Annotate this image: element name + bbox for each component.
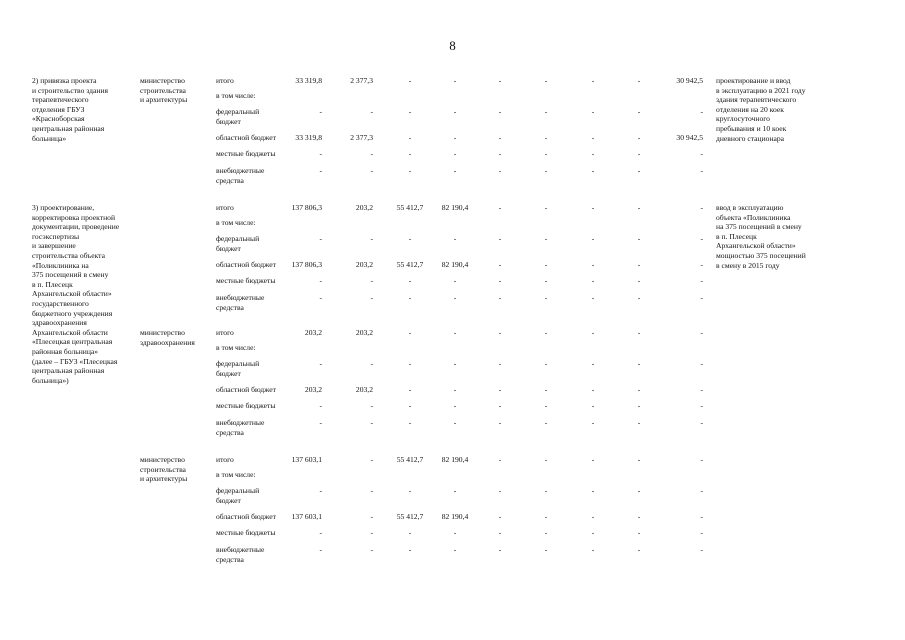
activity-text: Архангельской области»	[32, 289, 112, 299]
amount-cell: -	[498, 166, 502, 175]
amount-cell: -	[637, 149, 641, 158]
amount-cell: -	[544, 76, 548, 85]
funding-source-label: средства	[216, 427, 244, 437]
activity-text: здравоохранения	[32, 318, 87, 328]
amount-cell: 33 319,8	[295, 76, 322, 85]
amount-cell: -	[591, 328, 595, 337]
activity-text: и завершение	[32, 241, 76, 251]
amount-cell: -	[544, 276, 548, 285]
amount-cell: -	[544, 401, 548, 410]
amount-cell: -	[637, 276, 641, 285]
amount-cell: -	[319, 107, 322, 116]
amount-cell: -	[591, 149, 595, 158]
funding-source-label: внебюджетные	[216, 166, 265, 175]
amount-cell: 2 377,3	[350, 133, 373, 142]
amount-cell: -	[319, 166, 322, 175]
amount-cell: -	[370, 455, 373, 464]
amount-cell: -	[544, 293, 548, 302]
funding-source-label: средства	[216, 554, 244, 564]
amount-cell: -	[319, 149, 322, 158]
activity-text: центральная районная	[32, 124, 105, 133]
amount-cell: -	[591, 512, 595, 521]
amount-cell: -	[408, 76, 412, 85]
amount-cell: -	[637, 260, 641, 269]
funding-source-label: бюджет	[216, 495, 241, 505]
amount-cell: 55 412,7	[396, 455, 424, 464]
amount-cell: -	[637, 385, 641, 394]
amount-cell: -	[700, 149, 703, 158]
amount-cell: 33 319,8	[295, 133, 322, 142]
funding-source-label: областной бюджет	[216, 385, 276, 394]
amount-cell: -	[370, 149, 373, 158]
activity-text: строительства объекта	[32, 251, 105, 260]
funding-source-label: бюджет	[216, 243, 241, 253]
amount-cell: -	[591, 203, 595, 212]
amount-cell: -	[637, 166, 641, 175]
amount-cell: -	[591, 418, 595, 427]
amount-cell: -	[408, 418, 412, 427]
amount-cell: -	[498, 512, 502, 521]
funding-source-label: бюджет	[216, 116, 241, 126]
funding-source-label: местные бюджеты	[216, 276, 276, 285]
amount-cell: -	[700, 359, 703, 368]
funding-source-label: итого	[216, 455, 234, 464]
amount-cell: 203,2	[304, 328, 322, 337]
amount-cell: -	[453, 76, 457, 85]
amount-cell: -	[591, 293, 595, 302]
amount-cell: -	[637, 76, 641, 85]
amount-cell: -	[637, 293, 641, 302]
funding-source-label: в том числе:	[216, 218, 256, 227]
result-text: в п. Плесецк	[716, 231, 757, 241]
amount-cell: -	[544, 234, 548, 243]
amount-cell: -	[370, 528, 373, 537]
amount-cell: -	[408, 149, 412, 158]
amount-cell: -	[498, 260, 502, 269]
amount-cell: -	[544, 486, 548, 495]
amount-cell: -	[637, 455, 641, 464]
funding-source-label: областной бюджет	[216, 512, 276, 521]
activity-text: «Поликлиника на	[32, 260, 89, 270]
amount-cell: -	[370, 418, 373, 427]
activity-text: в п. Плесецк	[32, 279, 73, 289]
funding-source-label: федеральный	[216, 107, 260, 116]
amount-cell: -	[591, 76, 595, 85]
activity-text: отделения ГБУЗ	[32, 104, 85, 114]
funding-source-label: внебюджетные	[216, 293, 265, 302]
amount-cell: -	[408, 107, 412, 116]
amount-cell: -	[700, 107, 703, 116]
amount-cell: -	[498, 149, 502, 158]
result-text: круглосуточного	[716, 114, 770, 124]
funding-source-label: в том числе:	[216, 470, 256, 479]
amount-cell: -	[319, 401, 322, 410]
amount-cell: -	[700, 528, 703, 537]
funding-source-label: итого	[216, 76, 234, 85]
result-text: мощностью 375 посещений	[716, 251, 806, 260]
amount-cell: -	[544, 203, 548, 212]
amount-cell: -	[544, 528, 548, 537]
amount-cell: -	[637, 107, 641, 116]
amount-cell: -	[637, 234, 641, 243]
funding-source-label: внебюджетные	[216, 418, 265, 427]
amount-cell: -	[408, 401, 412, 410]
amount-cell: -	[370, 166, 373, 175]
amount-cell: -	[700, 486, 703, 495]
amount-cell: -	[498, 234, 502, 243]
amount-cell: 82 190,4	[441, 512, 469, 521]
amount-cell: 137 806,3	[291, 203, 322, 212]
amount-cell: -	[408, 276, 412, 285]
amount-cell: -	[408, 359, 412, 368]
amount-cell: -	[453, 133, 457, 142]
executor-text: строительства	[140, 464, 186, 474]
activity-text: центральная районная	[32, 366, 105, 376]
amount-cell: -	[453, 359, 457, 368]
amount-cell: -	[591, 260, 595, 269]
amount-cell: -	[453, 107, 457, 116]
executor-text: и архитектуры	[140, 95, 188, 105]
amount-cell: -	[700, 328, 703, 337]
amount-cell: -	[370, 107, 373, 116]
amount-cell: -	[637, 359, 641, 368]
amount-cell: -	[319, 486, 322, 495]
funding-source-label: федеральный	[216, 359, 260, 368]
amount-cell: -	[591, 107, 595, 116]
activity-text: 3) проектирование,	[32, 203, 95, 212]
amount-cell: -	[544, 149, 548, 158]
amount-cell: -	[637, 203, 641, 212]
activity-text: больница»	[32, 133, 67, 143]
amount-cell: 82 190,4	[441, 455, 469, 464]
amount-cell: 137 603,1	[291, 455, 322, 464]
executor-text: строительства	[140, 85, 186, 95]
result-text: проектирование и ввод	[716, 76, 791, 85]
amount-cell: -	[498, 276, 502, 285]
amount-cell: -	[637, 528, 641, 537]
amount-cell: -	[453, 166, 457, 175]
amount-cell: -	[637, 328, 641, 337]
amount-cell: 2 377,3	[350, 76, 373, 85]
amount-cell: 55 412,7	[396, 512, 424, 521]
amount-cell: -	[370, 276, 373, 285]
amount-cell: -	[700, 455, 703, 464]
amount-cell: 203,2	[355, 385, 373, 394]
funding-source-label: местные бюджеты	[216, 528, 276, 537]
amount-cell: -	[453, 486, 457, 495]
funding-source-label: средства	[216, 175, 244, 185]
page-number: 8	[449, 38, 456, 53]
activity-text: госэкспертизы	[32, 231, 80, 241]
amount-cell: 82 190,4	[441, 260, 469, 269]
amount-cell: -	[370, 293, 373, 302]
amount-cell: -	[370, 234, 373, 243]
amount-cell: 55 412,7	[396, 203, 424, 212]
amount-cell: -	[408, 234, 412, 243]
amount-cell: -	[544, 166, 548, 175]
activity-text: терапевтического	[32, 95, 89, 105]
amount-cell: -	[700, 293, 703, 302]
result-text: ввод в эксплуатацию	[716, 203, 784, 212]
amount-cell: -	[700, 166, 703, 175]
amount-cell: -	[700, 418, 703, 427]
executor-text: и архитектуры	[140, 474, 188, 484]
amount-cell: 203,2	[355, 260, 373, 269]
amount-cell: -	[453, 418, 457, 427]
activity-text: Архангельской области	[32, 327, 108, 337]
amount-cell: -	[637, 401, 641, 410]
amount-cell: -	[319, 293, 322, 302]
funding-source-label: областной бюджет	[216, 133, 276, 142]
amount-cell: 30 942,5	[676, 133, 703, 142]
amount-cell: -	[370, 486, 373, 495]
amount-cell: -	[498, 486, 502, 495]
funding-source-label: в том числе:	[216, 343, 256, 352]
amount-cell: 30 942,5	[676, 76, 703, 85]
amount-cell: -	[319, 234, 322, 243]
amount-cell: -	[637, 133, 641, 142]
amount-cell: -	[591, 234, 595, 243]
funding-source-label: средства	[216, 302, 244, 312]
amount-cell: 203,2	[304, 385, 322, 394]
activity-text: районная больница»	[32, 347, 99, 356]
amount-cell: -	[591, 401, 595, 410]
amount-cell: -	[319, 545, 322, 554]
amount-cell: 203,2	[355, 203, 373, 212]
activity-text: (далее – ГБУЗ «Плесецкая	[32, 356, 118, 366]
amount-cell: -	[544, 359, 548, 368]
funding-source-label: итого	[216, 203, 234, 212]
amount-cell: -	[700, 385, 703, 394]
result-text: в эксплуатацию в 2021 году	[716, 85, 806, 95]
activity-text: 375 посещений в смену	[32, 270, 109, 280]
amount-cell: -	[408, 385, 412, 394]
amount-cell: -	[700, 203, 703, 212]
executor-text: министерство	[140, 455, 185, 464]
amount-cell: 82 190,4	[441, 203, 469, 212]
activity-text: 2) привязка проекта	[32, 76, 97, 85]
amount-cell: -	[591, 359, 595, 368]
amount-cell: -	[370, 401, 373, 410]
amount-cell: -	[370, 359, 373, 368]
activity-text: «Красноборская	[32, 114, 85, 124]
amount-cell: 203,2	[355, 328, 373, 337]
amount-cell: -	[453, 234, 457, 243]
amount-cell: -	[319, 359, 322, 368]
amount-cell: -	[591, 166, 595, 175]
amount-cell: -	[591, 545, 595, 554]
amount-cell: -	[319, 528, 322, 537]
amount-cell: -	[544, 133, 548, 142]
amount-cell: -	[637, 486, 641, 495]
executor-text: министерство	[140, 76, 185, 85]
amount-cell: -	[591, 385, 595, 394]
amount-cell: -	[591, 528, 595, 537]
amount-cell: -	[408, 293, 412, 302]
funding-source-label: итого	[216, 328, 234, 337]
amount-cell: -	[591, 455, 595, 464]
amount-cell: -	[498, 455, 502, 464]
amount-cell: -	[544, 512, 548, 521]
amount-cell: -	[408, 328, 412, 337]
result-text: на 375 посещений в смену	[716, 222, 802, 232]
amount-cell: -	[544, 545, 548, 554]
amount-cell: -	[700, 276, 703, 285]
result-text: отделения на 20 коек	[716, 104, 784, 114]
funding-source-label: бюджет	[216, 368, 241, 378]
activity-text: документации, проведение	[32, 222, 120, 232]
amount-cell: -	[370, 512, 373, 521]
amount-cell: -	[408, 133, 412, 142]
amount-cell: -	[453, 328, 457, 337]
amount-cell: -	[544, 260, 548, 269]
amount-cell: -	[498, 528, 502, 537]
activity-text: бюджетного учреждения	[32, 308, 113, 318]
funding-source-label: местные бюджеты	[216, 149, 276, 158]
amount-cell: -	[498, 133, 502, 142]
amount-cell: -	[498, 293, 502, 302]
amount-cell: -	[700, 545, 703, 554]
amount-cell: -	[700, 260, 703, 269]
amount-cell: -	[700, 512, 703, 521]
amount-cell: -	[453, 276, 457, 285]
result-text: в смену в 2015 году	[716, 260, 780, 270]
activity-text: корректировка проектной	[32, 212, 116, 222]
activity-text: и строительство здания	[32, 85, 108, 95]
amount-cell: -	[637, 545, 641, 554]
amount-cell: -	[637, 418, 641, 427]
amount-cell: -	[700, 401, 703, 410]
executor-text: здравоохранения	[140, 337, 195, 347]
funding-source-label: в том числе:	[216, 91, 256, 100]
amount-cell: -	[319, 418, 322, 427]
amount-cell: -	[453, 149, 457, 158]
amount-cell: -	[319, 276, 322, 285]
result-text: объекта «Поликлиника	[716, 212, 791, 222]
result-text: здания терапевтического	[716, 95, 797, 105]
funding-source-label: федеральный	[216, 234, 260, 243]
amount-cell: -	[637, 512, 641, 521]
amount-cell: -	[408, 166, 412, 175]
executor-text: министерство	[140, 328, 185, 337]
activity-text: больница»)	[32, 375, 69, 385]
amount-cell: -	[498, 385, 502, 394]
amount-cell: -	[544, 328, 548, 337]
amount-cell: -	[544, 107, 548, 116]
amount-cell: -	[408, 545, 412, 554]
amount-cell: -	[498, 76, 502, 85]
amount-cell: -	[453, 385, 457, 394]
amount-cell: -	[453, 293, 457, 302]
funding-source-label: областной бюджет	[216, 260, 276, 269]
amount-cell: -	[498, 107, 502, 116]
amount-cell: -	[408, 486, 412, 495]
amount-cell: -	[498, 401, 502, 410]
amount-cell: -	[544, 455, 548, 464]
amount-cell: -	[498, 328, 502, 337]
amount-cell: -	[453, 401, 457, 410]
funding-source-label: федеральный	[216, 486, 260, 495]
result-text: дневного стационара	[716, 133, 785, 143]
amount-cell: 137 603,1	[291, 512, 322, 521]
funding-source-label: местные бюджеты	[216, 401, 276, 410]
funding-source-label: внебюджетные	[216, 545, 265, 554]
amount-cell: 137 806,3	[291, 260, 322, 269]
amount-cell: -	[370, 545, 373, 554]
result-text: Архангельской области»	[716, 241, 796, 251]
amount-cell: -	[544, 418, 548, 427]
amount-cell: 55 412,7	[396, 260, 424, 269]
result-text: пребывания и 10 коек	[716, 124, 787, 133]
amount-cell: -	[591, 486, 595, 495]
amount-cell: -	[544, 385, 548, 394]
amount-cell: -	[498, 203, 502, 212]
amount-cell: -	[591, 133, 595, 142]
amount-cell: -	[700, 234, 703, 243]
activity-text: государственного	[32, 299, 89, 308]
amount-cell: -	[498, 418, 502, 427]
activity-text: «Плесецкая центральная	[32, 337, 113, 347]
amount-cell: -	[453, 528, 457, 537]
amount-cell: -	[591, 276, 595, 285]
amount-cell: -	[408, 528, 412, 537]
amount-cell: -	[498, 545, 502, 554]
amount-cell: -	[453, 545, 457, 554]
amount-cell: -	[498, 359, 502, 368]
